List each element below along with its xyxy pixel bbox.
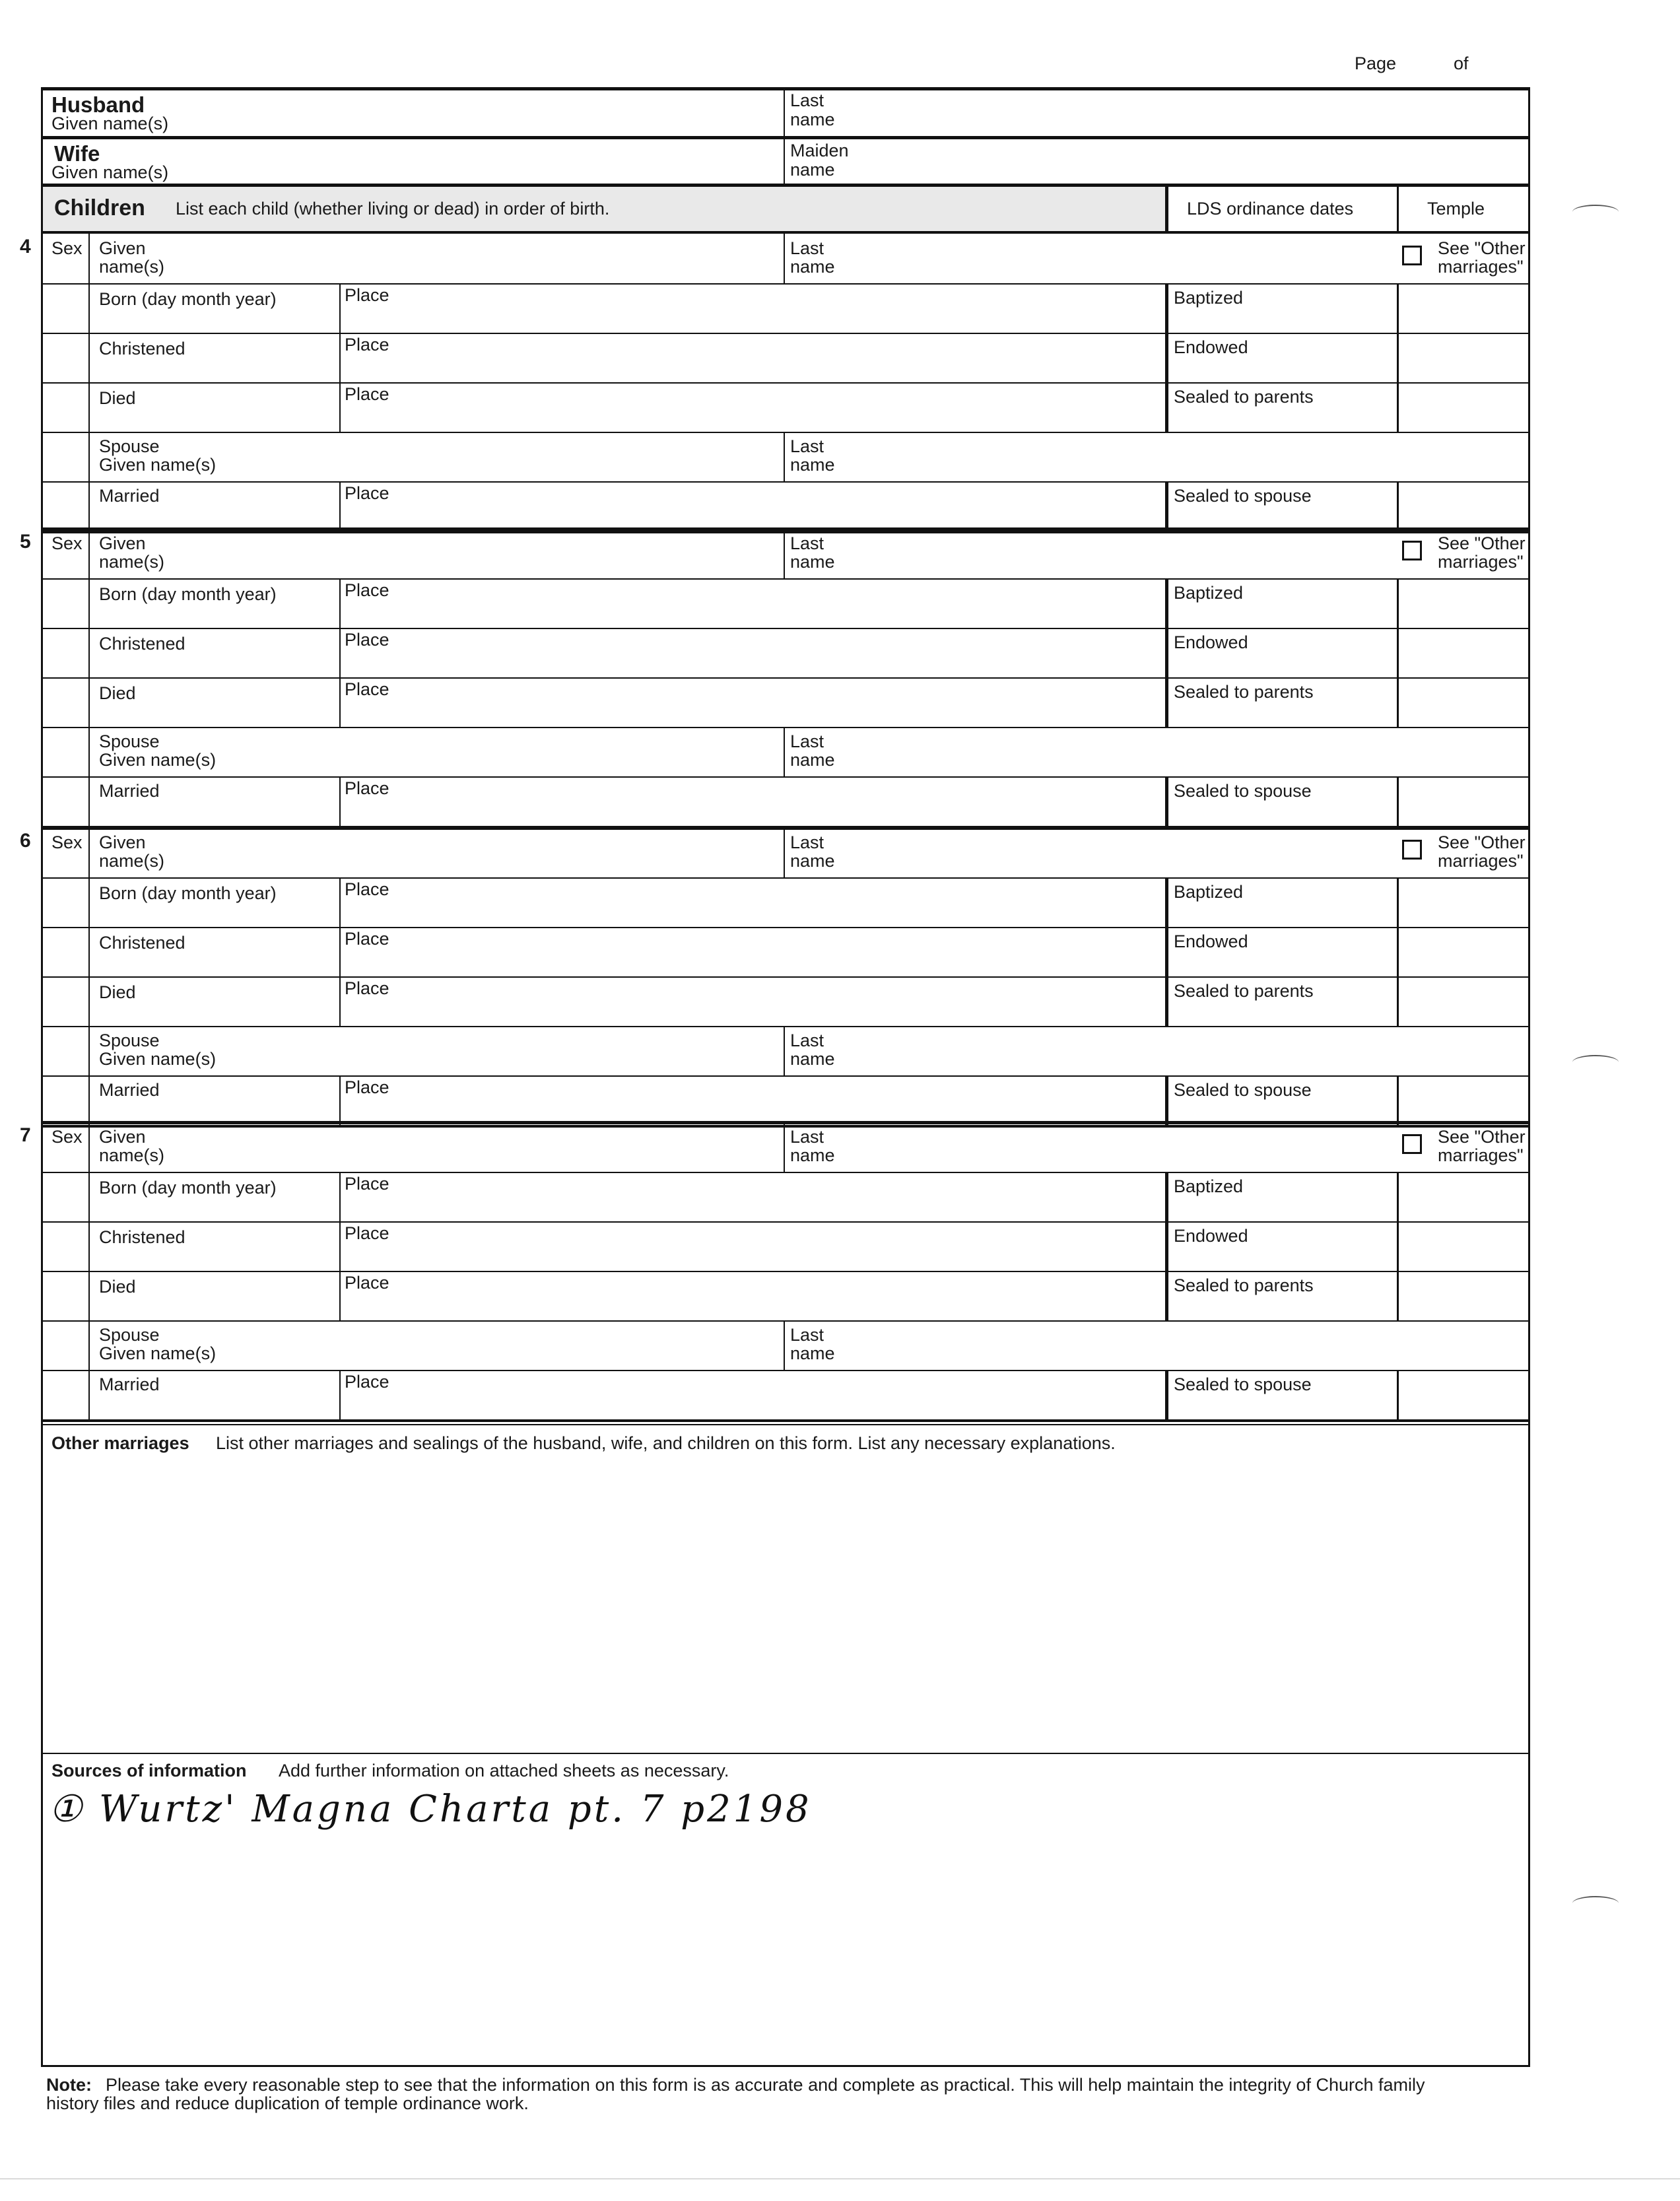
other-marriages-title: Other marriages — [51, 1433, 189, 1453]
spouse-divider — [784, 727, 785, 776]
temple-field[interactable] — [1399, 1371, 1528, 1418]
sources-title: Sources of information — [51, 1761, 247, 1780]
place-divider — [339, 1271, 341, 1320]
lds-ordinance-dates-header: LDS ordinance dates — [1187, 199, 1354, 219]
child-place-field[interactable]: Place — [345, 978, 389, 998]
place-divider — [339, 1172, 341, 1221]
child-baptized-field[interactable]: Baptized — [1174, 583, 1244, 603]
temple-field[interactable] — [1399, 580, 1528, 626]
child-row-line — [43, 1075, 1528, 1077]
temple-divider — [1397, 1075, 1399, 1125]
child-sex-field[interactable]: Sex — [51, 1127, 83, 1147]
ordinance-divider — [1165, 333, 1168, 382]
spouse-divider — [784, 1026, 785, 1075]
name-divider — [784, 828, 785, 877]
place-divider — [339, 776, 341, 826]
child-sealed-spouse-field[interactable]: Sealed to spouse — [1174, 1374, 1312, 1394]
see-other-marriages-checkbox[interactable] — [1402, 1134, 1422, 1154]
child-baptized-field[interactable]: Baptized — [1174, 1176, 1244, 1196]
child-married-field[interactable]: Married — [99, 1374, 160, 1394]
temple-field[interactable] — [1399, 483, 1528, 529]
child-baptized-field[interactable]: Baptized — [1174, 288, 1244, 308]
binder-hole-mark — [1572, 205, 1619, 219]
temple-divider — [1397, 877, 1399, 927]
child-given-name-field[interactable]: Given name(s) — [99, 832, 165, 871]
child-sealed-spouse-field[interactable]: Sealed to spouse — [1174, 486, 1312, 506]
child-christened-field[interactable]: Christened — [99, 933, 185, 953]
child-block-right-border — [1528, 529, 1530, 826]
temple-field[interactable] — [1399, 629, 1528, 676]
child-row-line — [43, 578, 1528, 580]
child-sex-field[interactable]: Sex — [51, 533, 83, 553]
child-block-bottom — [41, 531, 1530, 533]
sources-instruction: Add further information on attached sheets as necessary. — [279, 1761, 729, 1780]
spouse-divider — [784, 432, 785, 481]
see-other-marriages-label: See "Other marriages" — [1438, 832, 1526, 871]
wife-maiden-field[interactable]: Maiden name — [790, 141, 849, 180]
spouse-given-name-field[interactable]: Spouse Given name(s) — [99, 1325, 217, 1363]
child-place-field[interactable]: Place — [345, 929, 389, 949]
child-given-name-field[interactable]: Given name(s) — [99, 238, 165, 277]
see-other-marriages-checkbox[interactable] — [1402, 541, 1422, 560]
child-died-field[interactable]: Died — [99, 1277, 136, 1297]
child-row-line — [43, 877, 1528, 879]
child-sealed-parents-field[interactable]: Sealed to parents — [1174, 682, 1314, 702]
place-divider — [339, 1370, 341, 1419]
temple-field[interactable] — [1399, 334, 1528, 381]
child-block-separator — [41, 827, 1530, 830]
child-row-line — [43, 1271, 1528, 1272]
child-block-bottom — [41, 1125, 1530, 1128]
child-sealed-parents-field[interactable]: Sealed to parents — [1174, 981, 1314, 1001]
sex-column-divider — [88, 828, 90, 1125]
spouse-given-name-field[interactable]: Spouse Given name(s) — [99, 436, 217, 475]
child-number: 4 — [20, 236, 31, 257]
ordinance-divider — [1165, 1075, 1168, 1125]
ordinance-divider — [1165, 1172, 1168, 1221]
child-row-line — [43, 432, 1528, 433]
place-divider — [339, 578, 341, 628]
see-other-marriages-label: See "Other marriages" — [1438, 533, 1526, 572]
temple-field[interactable] — [1399, 1272, 1528, 1319]
child-born-field[interactable]: Born (day month year) — [99, 584, 277, 604]
child-block-separator — [41, 1121, 1530, 1124]
binder-hole-mark — [1572, 1896, 1619, 1911]
child-place-field[interactable]: Place — [345, 335, 389, 355]
ordinance-divider — [1165, 677, 1168, 727]
temple-divider — [1397, 1221, 1399, 1271]
child-endowed-field[interactable]: Endowed — [1174, 1226, 1248, 1246]
child-christened-field[interactable]: Christened — [99, 634, 185, 654]
temple-divider — [1397, 382, 1399, 432]
sex-column-divider — [88, 1122, 90, 1419]
child-married-field[interactable]: Married — [99, 1080, 160, 1100]
child-place-field[interactable]: Place — [345, 1273, 389, 1293]
child-born-field[interactable]: Born (day month year) — [99, 1178, 277, 1198]
child-row-line — [43, 382, 1528, 384]
child-place-field[interactable]: Place — [345, 1223, 389, 1243]
temple-field[interactable] — [1399, 928, 1528, 975]
child-baptized-field[interactable]: Baptized — [1174, 882, 1244, 902]
child-place-field[interactable]: Place — [345, 879, 389, 899]
name-divider — [784, 234, 785, 283]
child-last-name-field[interactable]: Last name — [790, 533, 835, 572]
child-row-line — [43, 628, 1528, 629]
place-divider — [339, 333, 341, 382]
ordinance-divider — [1165, 578, 1168, 628]
child-sealed-spouse-field[interactable]: Sealed to spouse — [1174, 1080, 1312, 1100]
temple-field[interactable] — [1399, 978, 1528, 1025]
temple-field[interactable] — [1399, 778, 1528, 825]
page-label: Page — [1355, 53, 1397, 73]
sex-column-divider — [88, 529, 90, 826]
binder-hole-mark — [1572, 1055, 1619, 1069]
ordinance-divider — [1165, 976, 1168, 1026]
place-divider — [339, 976, 341, 1026]
ordinance-divider — [1165, 382, 1168, 432]
note-text-line1: Please take every reasonable step to see that the information on this form is as accurate and complete as practical. This will help maintain the integrity of Church family — [106, 2075, 1425, 2095]
child-place-field[interactable]: Place — [345, 679, 389, 699]
child-place-field[interactable]: Place — [345, 580, 389, 600]
child-died-field[interactable]: Died — [99, 388, 136, 408]
married-place-field[interactable]: Place — [345, 1077, 389, 1097]
temple-divider — [1397, 628, 1399, 677]
child-row-line — [43, 927, 1528, 928]
note-text-line2: history files and reduce duplication of temple ordinance work. — [46, 2093, 529, 2113]
wife-title: Wife — [54, 141, 100, 166]
temple-field[interactable] — [1399, 1223, 1528, 1270]
name-divider — [784, 529, 785, 578]
other-marriages-instruction: List other marriages and sealings of the husband, wife, and children on this form. List any necessary explanations. — [216, 1433, 1116, 1453]
spouse-last-name-field[interactable]: Last name — [790, 731, 835, 770]
ordinance-divider — [1165, 927, 1168, 976]
child-number: 7 — [20, 1124, 31, 1146]
spouse-last-name-field[interactable]: Last name — [790, 436, 835, 475]
husband-last-field[interactable]: Last name — [790, 90, 835, 129]
child-place-field[interactable]: Place — [345, 384, 389, 404]
spouse-last-name-field[interactable]: Last name — [790, 1031, 835, 1069]
child-married-field[interactable]: Married — [99, 486, 160, 506]
child-sex-field[interactable]: Sex — [51, 238, 83, 258]
wife-given-field[interactable]: Given name(s) — [51, 162, 169, 182]
ordinance-divider — [1165, 283, 1168, 333]
place-divider — [339, 1075, 341, 1125]
child-sealed-parents-field[interactable]: Sealed to parents — [1174, 1275, 1314, 1295]
ordinance-divider — [1165, 481, 1168, 531]
temple-header: Temple — [1427, 199, 1485, 219]
temple-divider — [1397, 1370, 1399, 1419]
child-block-bottom — [41, 1419, 1530, 1422]
married-place-field[interactable]: Place — [345, 483, 389, 503]
child-died-field[interactable]: Died — [99, 683, 136, 703]
temple-field[interactable] — [1399, 1173, 1528, 1220]
temple-divider — [1397, 976, 1399, 1026]
child-row-line — [43, 1370, 1528, 1371]
place-divider — [339, 382, 341, 432]
child-born-field[interactable]: Born (day month year) — [99, 883, 277, 903]
place-divider — [339, 677, 341, 727]
name-divider — [784, 1122, 785, 1172]
temple-divider — [1397, 927, 1399, 976]
temple-divider — [1397, 333, 1399, 382]
temple-divider — [1397, 283, 1399, 333]
ordinance-divider — [1165, 628, 1168, 677]
temple-divider — [1397, 677, 1399, 727]
ordinance-divider — [1165, 1370, 1168, 1419]
ordinance-divider — [1165, 1271, 1168, 1320]
spouse-divider — [784, 1320, 785, 1370]
husband-title: Husband — [51, 92, 145, 117]
spouse-last-name-field[interactable]: Last name — [790, 1325, 835, 1363]
child-christened-field[interactable]: Christened — [99, 1227, 185, 1247]
child-last-name-field[interactable]: Last name — [790, 1127, 835, 1165]
married-place-field[interactable]: Place — [345, 778, 389, 798]
temple-divider — [1397, 578, 1399, 628]
temple-field[interactable] — [1399, 879, 1528, 926]
child-block-right-border — [1528, 828, 1530, 1125]
of-label: of — [1454, 53, 1469, 73]
child-endowed-field[interactable]: Endowed — [1174, 632, 1248, 652]
child-block-separator — [41, 527, 1530, 531]
child-place-field[interactable]: Place — [345, 630, 389, 650]
frame-left — [41, 1422, 43, 2066]
child-row-line — [43, 1172, 1528, 1173]
child-row-line — [43, 1026, 1528, 1027]
place-divider — [339, 628, 341, 677]
sex-column-divider — [88, 234, 90, 531]
child-row-line — [43, 481, 1528, 483]
child-born-field[interactable]: Born (day month year) — [99, 289, 277, 309]
child-endowed-field[interactable]: Endowed — [1174, 337, 1248, 357]
note-title: Note: — [46, 2075, 92, 2095]
see-other-marriages-checkbox[interactable] — [1402, 246, 1422, 265]
ordinance-divider — [1165, 1221, 1168, 1271]
temple-field[interactable] — [1399, 384, 1528, 430]
child-sealed-spouse-field[interactable]: Sealed to spouse — [1174, 781, 1312, 801]
place-divider — [339, 1221, 341, 1271]
child-row-line — [43, 727, 1528, 728]
temple-divider — [1397, 1172, 1399, 1221]
husband-given-field[interactable]: Given name(s) — [51, 114, 169, 133]
child-row-line — [43, 1320, 1528, 1322]
child-married-field[interactable]: Married — [99, 781, 160, 801]
temple-divider — [1397, 776, 1399, 826]
see-other-marriages-label: See "Other marriages" — [1438, 1127, 1526, 1165]
child-row-line — [43, 333, 1528, 334]
spouse-given-name-field[interactable]: Spouse Given name(s) — [99, 731, 217, 770]
ordinance-divider — [1165, 776, 1168, 826]
frame-right — [1528, 1422, 1530, 2066]
child-last-name-field[interactable]: Last name — [790, 238, 835, 277]
children-instruction: List each child (whether living or dead) in order of birth. — [176, 199, 610, 219]
see-other-marriages-checkbox[interactable] — [1402, 840, 1422, 860]
child-number: 5 — [20, 531, 31, 553]
child-christened-field[interactable]: Christened — [99, 339, 185, 358]
child-block-right-border — [1528, 234, 1530, 531]
spouse-given-name-field[interactable]: Spouse Given name(s) — [99, 1031, 217, 1069]
child-sealed-parents-field[interactable]: Sealed to parents — [1174, 387, 1314, 407]
child-row-line — [43, 677, 1528, 679]
child-block-right-border — [1528, 1122, 1530, 1419]
see-other-marriages-label: See "Other marriages" — [1438, 238, 1526, 277]
child-sex-field[interactable]: Sex — [51, 832, 83, 852]
place-divider — [339, 927, 341, 976]
child-place-field[interactable]: Place — [345, 1174, 389, 1194]
sources-handwritten-entry[interactable]: ① Wurtz' Magna Charta pt. 7 p2198 — [49, 1788, 812, 1831]
child-last-name-field[interactable]: Last name — [790, 832, 835, 871]
child-number: 6 — [20, 830, 31, 852]
temple-field[interactable] — [1399, 1077, 1528, 1124]
temple-field[interactable] — [1399, 679, 1528, 726]
child-given-name-field[interactable]: Given name(s) — [99, 1127, 165, 1165]
children-title: Children — [54, 195, 145, 220]
child-row-line — [43, 976, 1528, 978]
temple-divider — [1397, 481, 1399, 531]
place-divider — [339, 283, 341, 333]
child-endowed-field[interactable]: Endowed — [1174, 931, 1248, 951]
place-divider — [339, 877, 341, 927]
married-place-field[interactable]: Place — [345, 1372, 389, 1392]
child-row-line — [43, 1221, 1528, 1223]
child-died-field[interactable]: Died — [99, 982, 136, 1002]
child-row-line — [43, 283, 1528, 285]
child-given-name-field[interactable]: Given name(s) — [99, 533, 165, 572]
temple-field[interactable] — [1399, 285, 1528, 331]
child-place-field[interactable]: Place — [345, 285, 389, 305]
other-marriages-area[interactable] — [44, 1459, 1528, 1749]
child-row-line — [43, 776, 1528, 778]
temple-divider — [1397, 1271, 1399, 1320]
ordinance-divider — [1165, 877, 1168, 927]
place-divider — [339, 481, 341, 531]
